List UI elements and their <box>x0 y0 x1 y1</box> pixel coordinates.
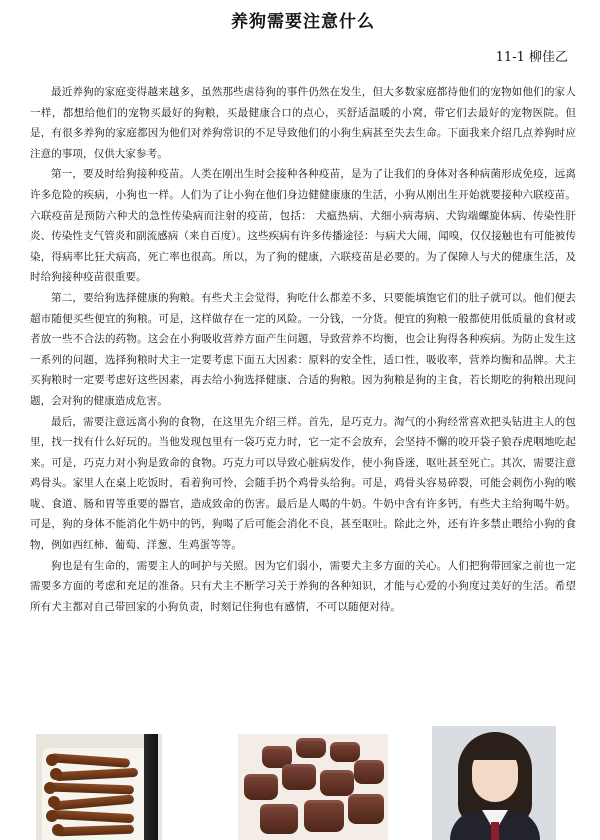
paragraph-intro: 最近养狗的家庭变得越来越多，虽然那些虐待狗的事件仍然在发生，但大多数家庭都待他们的宠物如他们的家人一样，都想给他们的宠物买最好的狗粮，买最健康合口的点心，买舒适温暖的小窝，带它们去最好的宠物医院。但是，有很多养狗的家庭都因为他们对养狗常识的不足导致他们的小狗生病甚至失去生命。下面我来介绍几点养狗时应注意的事项，仅供大家参考。 <box>30 86 576 160</box>
paragraph-dog-food: 第二，要给狗选择健康的狗粮。有些犬主会觉得，狗吃什么都差不多，只要能填饱它们的肚子就可以。他们便去超市随便买些便宜的狗粮。可是，这样做存在一定的风险。一分钱，一分货。便宜的狗粮一般都使用低质量的食材或者放一些不合法的药物。这会在小狗吸收营养方面产生问题，导致营养不均衡，也会让狗得各种疾病。为防止发生这一系列的问题，选择狗粮时犬主一定要考虑下面五大因素：原料的安全性，适口性，吸收率，营养均衡和品牌。犬主买狗粮时一定要考虑好这些因素，再去给小狗选择健康、合适的狗粮。因为狗粮是狗的主食，若长期吃的狗粮出现问题，会对狗的健康造成危害。 <box>30 291 576 407</box>
paragraph-vaccine: 第一，要及时给狗接种疫苗。人类在刚出生时会接种各种疫苗，是为了让我们的身体对各种病菌形成免疫，远离许多危险的疾病，小狗也一样。人们为了让小狗在他们身边健健康康的生活，小狗从刚出生开始就要接种六联疫苗。六联疫苗是预防六种犬的急性传染病而注射的疫苗，包括： 犬瘟热病、犬细小病毒病、犬钩端螺旋体病、传染性肝炎、传染性支气管炎和副流感病（来自百度）。这些疾病有许多传播途径：与病犬大闹，闻嗅，仅仅接触也有可能被传染，得病率比狂犬病高，死亡率也很高。所以，为了狗的健康，六联疫苗是必要的。为了保障人与犬的健康生活，及时给狗接种疫苗很重要。 <box>30 168 576 284</box>
author-portrait-icon <box>432 726 556 840</box>
photo-strip <box>0 718 600 840</box>
author-line: 11-1 柳佳乙 <box>495 50 568 65</box>
brownie-photo-icon <box>238 734 388 840</box>
document-title: 养狗需要注意什么 <box>231 12 375 32</box>
article-body <box>30 82 576 617</box>
dog-chews-photo-icon <box>36 734 162 840</box>
paragraph-forbidden-foods: 最后，需要注意远离小狗的食物，在这里先介绍三样。首先，是巧克力。淘气的小狗经常喜欢把头钻进主人的包里，找一找有什么好玩的。当他发现包里有一袋巧克力时，它一定不会放弃，会坚持不懈的咬开袋子狼吞虎咽地吃起来。可是，巧克力对小狗是致命的食物。巧克力可以导致心脏病发作，使小狗昏迷，呕吐甚至死亡。其次，需要注意鸡骨头。家里人在桌上吃饭时，看着狗可怜，会随手扔个鸡骨头给狗。可是，鸡骨头容易碎裂，可能会刺伤小狗的喉咙、食道、肠和胃等重要的器官，造成致命的伤害。最后是人喝的牛奶。牛奶中含有许多钙，有些犬主给狗喝牛奶。可是，狗的身体不能消化牛奶中的钙，狗喝了后可能会消化不良，甚至呕吐。除此之外，还有许多禁止喂给小狗的食物，例如西红柿、葡萄、洋葱、生鸡蛋等等。 <box>30 415 576 552</box>
paragraph-conclusion: 狗也是有生命的，需要主人的呵护与关照。因为它们弱小，需要犬主多方面的关心。人们把狗带回家之前也一定需要多方面的考虑和充足的准备。只有犬主不断学习关于养狗的各种知识，才能与心爱的小狗度过美好的生活。希望所有犬主都对自己带回家的小狗负责，时刻记住狗也有感情，不可以随便对待。 <box>30 559 576 613</box>
